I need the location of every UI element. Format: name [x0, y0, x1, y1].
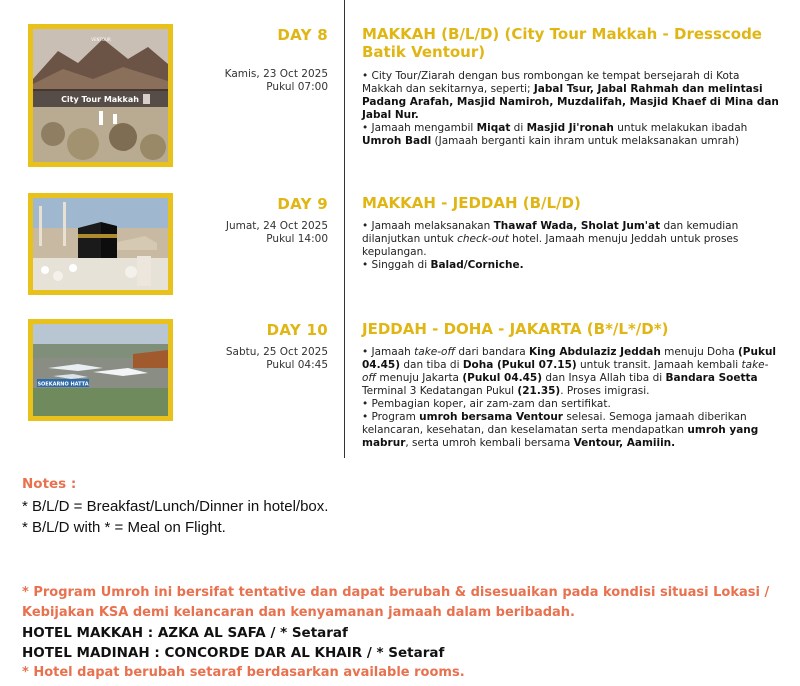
- kaaba-photo-icon: [33, 198, 168, 290]
- day8-label: DAY 8: [277, 26, 328, 44]
- day9-title: MAKKAH - JEDDAH (B/L/D): [362, 194, 581, 212]
- timeline-divider: [344, 0, 345, 458]
- hotel-makkah: HOTEL MAKKAH : AZKA AL SAFA / * Setaraf: [22, 625, 348, 641]
- notes-title: Notes :: [22, 476, 77, 492]
- day10-date: [226, 346, 328, 372]
- photo-brand: VENTOUR: [91, 37, 111, 42]
- notes-line-flight-meals: * B/L/D with * = Meal on Flight.: [22, 519, 226, 536]
- day10-photo: [28, 319, 173, 421]
- photo-caption: City Tour Makkah: [61, 95, 139, 104]
- day9-time-text: Pukul 14:00: [266, 233, 328, 245]
- day9-label: DAY 9: [277, 195, 328, 213]
- day9-photo: [28, 193, 173, 295]
- notes-line-meals: * B/L/D = Breakfast/Lunch/Dinner in hotel/box.: [22, 498, 329, 515]
- day10-date-text: Sabtu, 25 Oct 2025: [225, 346, 328, 358]
- day8-photo: [28, 24, 173, 167]
- photo-caption: SOEKARNO HATTA: [37, 381, 89, 388]
- day8-date-text: Kamis, 23 Oct 2025: [224, 68, 328, 80]
- day10-label: DAY 10: [266, 321, 328, 339]
- day9-date: [226, 220, 328, 246]
- city-tour-makkah-photo-icon: [33, 29, 168, 162]
- day10-description: • Jamaah take-off dari bandara King Abdulaziz Jeddah menuju Doha (Pukul 04.45) dan tiba di Doha (Pukul 07.15) untuk transit. Jamaah kembali take-off menuju Jakarta (Pukul 04.45) dan Insya Allah tiba di Bandara Soetta Terminal 3 Kedatangan Pukul (21.35). Proses imigrasi. • Pembagian koper, air zam-zam dan sertifikat. • Program umroh bersama Ventour selesai. Semoga jamaah diberikan kelancaran, kesehatan, dan keselamatan serta mendapatkan umroh yang mabrur, serta umroh kembali bersama Ventour, Aamiiin.: [362, 346, 777, 449]
- day9-date-text: Jumat, 24 Oct 2025: [225, 220, 328, 232]
- airport-photo-icon: [33, 324, 168, 416]
- day8-description: • City Tour/Ziarah dengan bus rombongan ke tempat bersejarah di Kota Makkah dan sekitarnya, seperti; Jabal Tsur, Jabal Rahmah dan melintasi Padang Arafah, Masjid Namiroh, Muzdalifah, Masjid Khaef di Mina dan Jabal Nur. • Jamaah mengambil Miqat di Masjid Ji'ronah untuk melakukan ibadah Umroh Badl (Jamaah berganti kain ihram untuk melaksanakan umrah): [362, 70, 779, 147]
- notes-section: [22, 476, 782, 538]
- hotel-note: * Hotel dapat berubah setaraf berdasarkan available rooms.: [22, 665, 465, 680]
- day8-date: [225, 68, 328, 94]
- hotel-madinah: HOTEL MADINAH : CONCORDE DAR AL KHAIR / * Setaraf: [22, 645, 445, 661]
- program-disclaimer: * Program Umroh ini bersifat tentative dan dapat berubah & disesuaikan pada kondisi situasi Lokasi / Kebijakan KSA demi kelancaran dan kenyamanan jamaah dalam beribadah.: [22, 585, 770, 620]
- day8-title: MAKKAH (B/L/D) (City Tour Makkah - Dresscode Batik Ventour): [362, 25, 762, 61]
- day10-title: JEDDAH - DOHA - JAKARTA (B*/L*/D*): [362, 320, 669, 338]
- footer-section: [22, 583, 792, 683]
- day9-description: • Jamaah melaksanakan Thawaf Wada, Sholat Jum'at dan kemudian dilanjutkan untuk check-out hotel. Jamaah menuju Jeddah untuk proses kepulangan. • Singgah di Balad/Corniche.: [362, 220, 739, 271]
- day8-time-text: Pukul 07:00: [266, 81, 328, 93]
- day10-time-text: Pukul 04:45: [266, 359, 328, 371]
